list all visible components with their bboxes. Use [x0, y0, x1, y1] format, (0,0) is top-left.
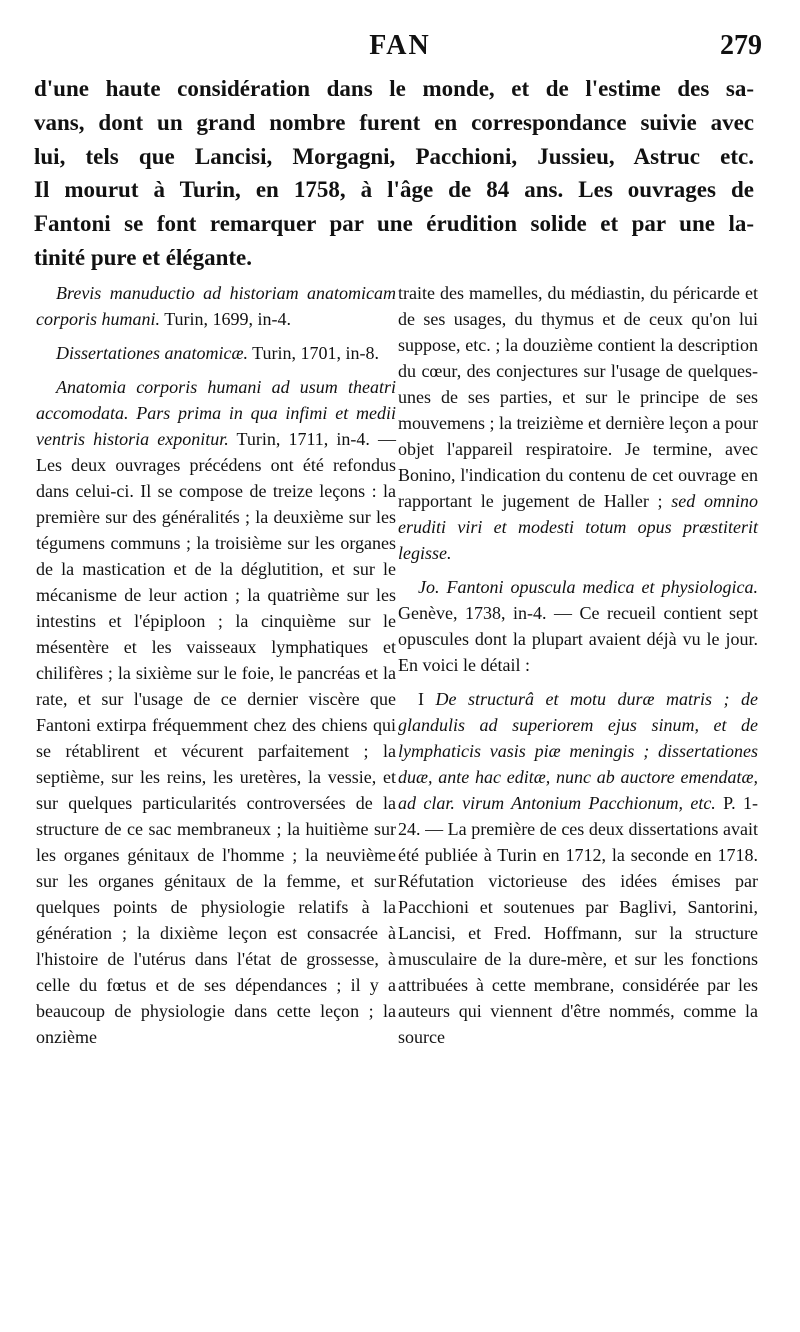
entry-title: Dissertationes anatomicæ. — [56, 343, 248, 363]
entry-title: Anatomia corporis humani ad usum theatri accomodata. Pars prima in qua infimi et medii ventris historia exponitur. — [36, 377, 396, 449]
intro-line: d'une haute considération dans le monde, et de l'estime des sa- — [34, 76, 754, 101]
intro-paragraph — [34, 72, 754, 275]
haller-quote: sed omnino eruditi viri et modesti totum opus præstiterit legisse. — [398, 491, 759, 563]
entry-title: Jo. Fantoni opuscula medica et physiologica. — [418, 577, 758, 597]
intro-line: vans, dont un grand nombre furent en correspondance suivie avec — [34, 109, 754, 135]
page-number: 279 — [720, 30, 762, 61]
entry-details: Turin, 1711, in-4. — Les deux ouvrages précédens ont été refondus dans celui-ci. Il se compose de treize leçons : la première sur des généralités ; la deuxième sur les tégumens communs ; la troisième sur les organes de la mastication et de la déglutition, et sur le mécanisme de leur action ; la quatrième sur les intestins et l'épiploon ; la cinquième sur le mésentère et les vaisseaux lymphatiques et chilifères ; la sixième sur le foie, le pancréas et la rate, et sur l'usage de ce dernier viscère que Fantoni extirpa fréquemment chez des chiens qui se rétablirent et vécurent parfaitement ; la septième, sur les reins, les uretères, la vessie, et sur quelques particularités controversées de la structure de ce sac membraneux ; la huitième sur les organes génitaux de l'homme ; la neuvième sur les organes génitaux de la femme, et sur quelques points de physiologie relatifs à la génération ; la dixième leçon est consacrée à l'histoire de l'utérus dans l'état de grossesse, à celle du fœtus et de ses dépendances ; il y a beaucoup de physiologie dans cette leçon ; la onzième — [36, 429, 397, 1047]
left-column — [36, 280, 396, 1058]
bibliography-entry — [398, 574, 758, 678]
running-title: FAN — [369, 30, 431, 61]
intro-line: lui, tels que Lancisi, Morgagni, Pacchioni, Jussieu, Astruc etc. — [34, 143, 754, 169]
paragraph-text: traite des mamelles, du médiastin, du péricarde et de ses usages, du thymus et de ceux qu'on lui suppose, etc. ; la douzième contient la description du cœur, des conjectures sur l'usage de quelques-unes de ses parties, et sur le principe de ses mouvemens ; la treizième et dernière leçon a pour objet l'appareil respiratoire. Je termine, avec Bonino, l'indication du contenu de cet ouvrage en rapportant le jugement de Haller ; — [398, 283, 758, 511]
running-head — [30, 30, 770, 70]
item-number: I — [418, 689, 436, 709]
bibliography-entry — [36, 280, 396, 332]
entry-details: Genève, 1738, in-4. — Ce recueil contient sept opuscules dont la plupart avaient déjà vu le jour. En voici le détail : — [398, 603, 758, 675]
continued-paragraph — [398, 280, 758, 566]
intro-line: Il mourut à Turin, en 1758, à l'âge de 84 ans. Les ouvrages de — [34, 177, 754, 203]
entry-details: Turin, 1701, in-8. — [248, 343, 380, 363]
bibliography-entry — [36, 340, 396, 366]
item-details: P. 1-24. — La première de ces deux dissertations avait été publiée à Turin en 1712, la seconde en 1718. Réfutation victorieuse des idées émises par Pacchioni et soutenues par Baglivi, Santorini, Lancisi, et Fred. Hoffmann, sur la structure musculaire de la dure-mère, et sur les fonctions attribuées à cette membrane, considérée par les auteurs qui viennent d'être nommés, comme la source — [398, 793, 758, 1047]
entry-title: Brevis manuductio ad historiam anatomicam corporis humani. — [36, 283, 396, 329]
entry-details: Turin, 1699, in-4. — [160, 309, 292, 329]
bibliography-entry — [36, 374, 396, 1050]
opuscule-item — [398, 686, 758, 1050]
intro-line: Fantoni se font remarquer par une érudition solide et par une la- — [34, 211, 754, 237]
intro-line: tinité pure et élégante. — [34, 244, 253, 270]
item-title: De structurâ et motu duræ matris ; de glandulis ad superiorem ejus sinum, et de lymphaticis vasis piæ meningis ; dissertationes duæ, ante hac editæ, nunc ab auctore emendatæ, ad clar. virum Antonium Pacchionum, etc. — [398, 689, 758, 813]
right-column — [398, 280, 758, 1058]
